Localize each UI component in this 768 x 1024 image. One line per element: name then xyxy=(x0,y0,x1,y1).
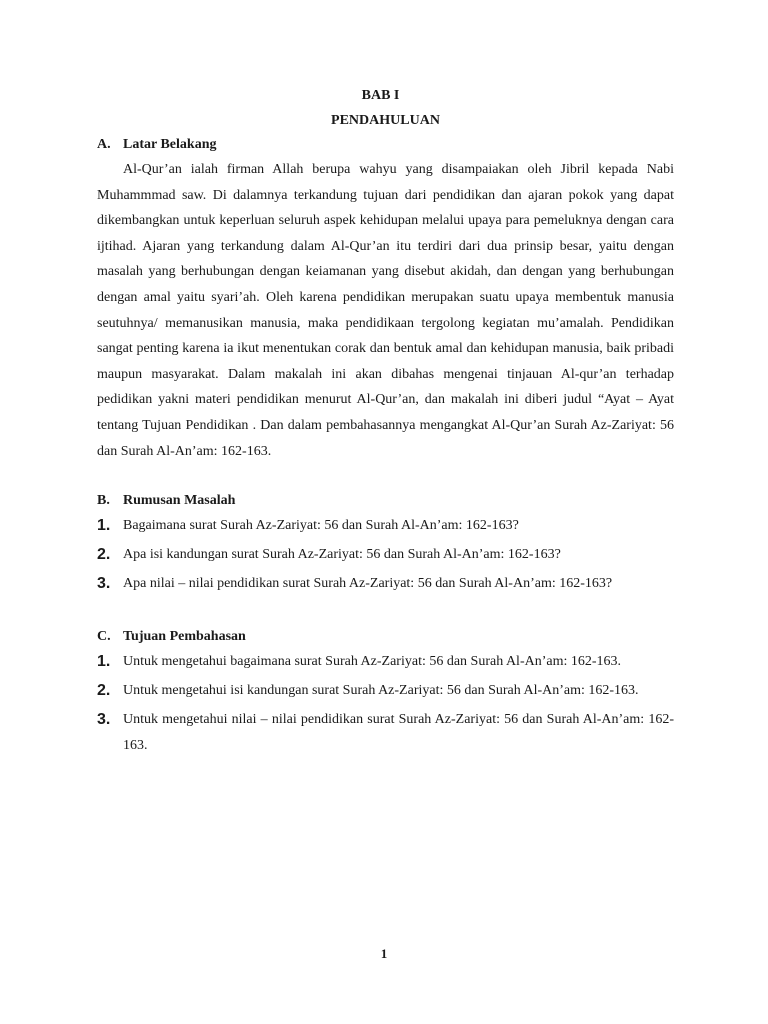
list-text: Untuk mengetahui nilai – nilai pendidikan surat Surah Az-Zariyat: 56 dan Surah Al-An’am: 162-163. xyxy=(123,712,674,754)
list-text: Apa isi kandungan surat Surah Az-Zariyat: 56 dan Surah Al-An’am: 162-163? xyxy=(123,547,561,563)
section-title: Latar Belakang xyxy=(123,137,217,152)
list-text: Untuk mengetahui bagaimana surat Surah Az-Zariyat: 56 dan Surah Al-An’am: 162-163. xyxy=(123,654,622,670)
section-spacer xyxy=(97,464,674,489)
section-mark: C. xyxy=(97,629,111,645)
section-title: Rumusan Masalah xyxy=(123,493,236,509)
section-spacer xyxy=(97,600,674,625)
section-heading-b xyxy=(97,489,674,513)
list-item xyxy=(97,649,674,675)
list-number: 3. xyxy=(97,575,111,593)
list-number: 1. xyxy=(97,653,111,671)
section-title: Tujuan Pembahasan xyxy=(123,629,246,645)
list-item xyxy=(97,542,674,568)
section-mark: B. xyxy=(97,493,110,509)
list-text: Untuk mengetahui isi kandungan surat Surah Az-Zariyat: 56 dan Surah Al-An’am: 162-163. xyxy=(123,683,639,699)
objective-list xyxy=(97,649,674,759)
chapter-title: PENDAHULUAN xyxy=(331,113,440,128)
section-heading-a xyxy=(97,133,674,157)
list-text: Apa nilai – nilai pendidikan surat Surah Az-Zariyat: 56 dan Surah Al-An’am: 162-163? xyxy=(123,576,613,592)
list-number: 1. xyxy=(97,517,111,535)
problem-list xyxy=(97,513,674,597)
page-number: 1 xyxy=(380,946,388,961)
page-content xyxy=(97,84,674,762)
section-mark: A. xyxy=(97,137,111,152)
background-paragraph: Al-Qur’an ialah firman Allah berupa wahyu yang disampaiakan oleh Jibril kepada Nabi Muhammmad saw. Di dalamnya terkandung tujuan dari pendidikan dan ajaran pokok yang dapat dikembangkan untuk keperluan seluruh aspek kehidupan melalui upaya para pemeluknya dengan cara ijtihad. Ajaran yang terkandung dalam Al-Qur’an itu terdiri dari dua prinsip besar, yaitu dengan masalah yang berhubungan dengan keiamanan yang disebut akidah, dan dengan yang berhubungan dengan amal yaitu syari’ah. Oleh karena pendidikan merupakan suatu upaya membentuk manusia seutuhnya/ memanusikan manusia, maka pendidikaan tergolong kegiatan mu’amalah. Pendidikan sangat penting karena ia ikut menentukan corak dan bentuk amal dan kehidupan manusia, baik pribadi maupun masyarakat. Dalam makalah ini akan dibahas mengenai tinjauan Al-qur’an terhadap pedidikan yakni materi pendidikan menurut Al-Qur’an, dan makalah ini diberi judul “Ayat – Ayat tentang Tujuan Pendidikan . Dan dalam pembahasannya mengangkat Al-Qur’an Surah Az-Zariyat: 56 dan Surah Al-An’am: 162-163. xyxy=(97,162,674,459)
list-text: Bagaimana surat Surah Az-Zariyat: 56 dan Surah Al-An’am: 162-163? xyxy=(123,518,519,534)
section-heading-c xyxy=(97,625,674,649)
list-item xyxy=(97,513,674,539)
chapter-number: BAB I xyxy=(361,88,400,103)
list-number: 3. xyxy=(97,711,111,729)
list-item xyxy=(97,571,674,597)
list-number: 2. xyxy=(97,682,111,700)
list-number: 2. xyxy=(97,546,111,564)
list-item xyxy=(97,678,674,704)
list-item xyxy=(97,707,674,759)
